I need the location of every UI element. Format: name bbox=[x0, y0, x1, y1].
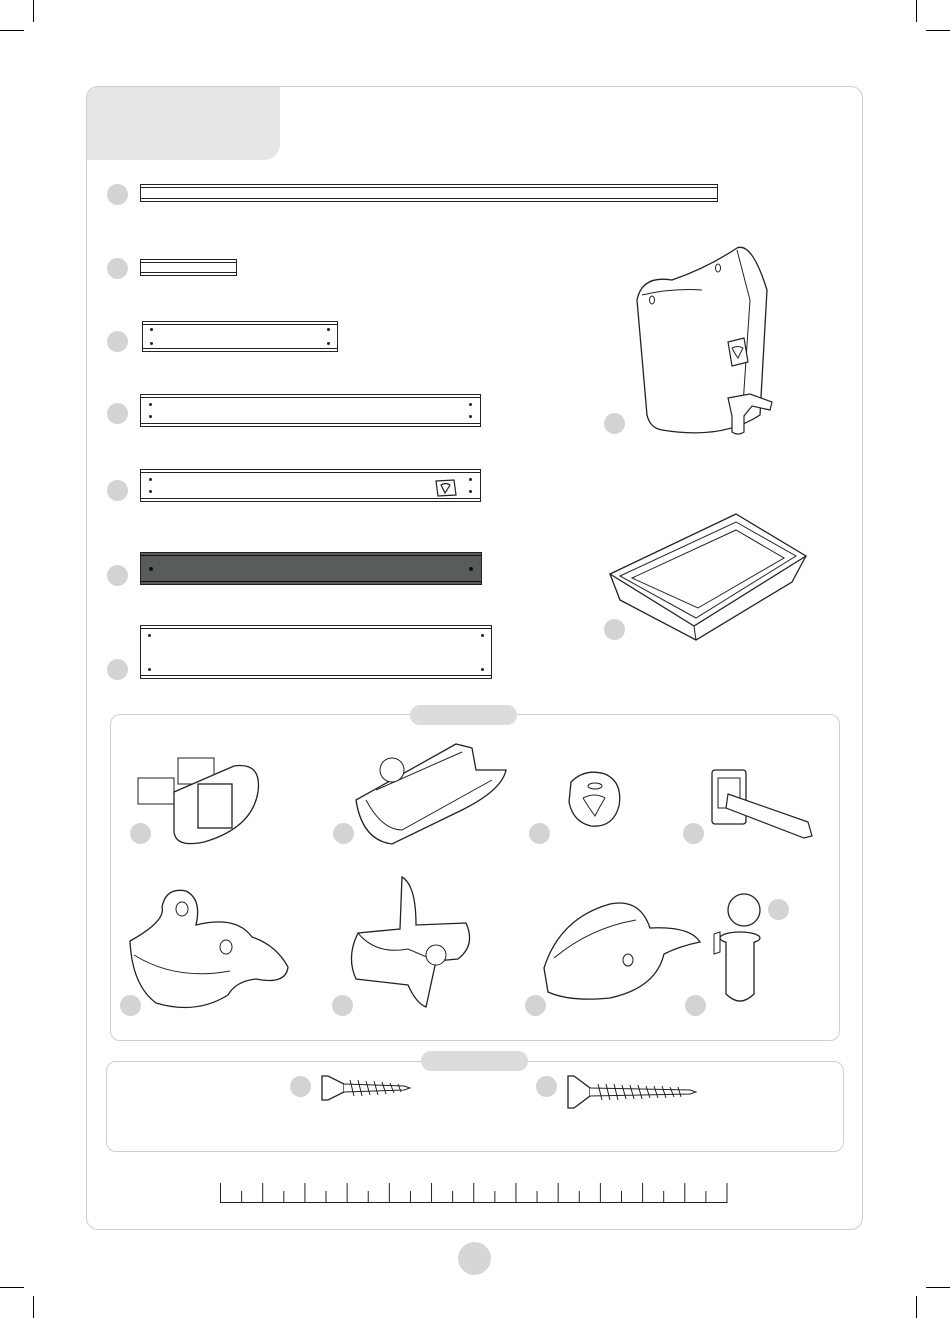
double-connector-bracket-icon bbox=[134, 752, 264, 852]
part-label-dot bbox=[290, 1076, 311, 1097]
part-label-dot bbox=[107, 331, 128, 352]
wall-bracket-rod-icon bbox=[708, 764, 818, 849]
part-label-dot bbox=[107, 659, 128, 680]
part-label-dot bbox=[107, 565, 128, 586]
page-number-circle bbox=[458, 1242, 491, 1275]
part-label-dot bbox=[529, 823, 550, 844]
half-pipe-chute-icon bbox=[352, 740, 512, 850]
crop-mark bbox=[916, 1296, 917, 1318]
round-logo-plate-icon bbox=[565, 768, 625, 832]
board-dark bbox=[140, 552, 482, 585]
board-wide-drilled bbox=[140, 625, 492, 679]
crop-mark bbox=[0, 30, 24, 31]
part-label-dot bbox=[107, 480, 128, 501]
section-title-pill bbox=[421, 1051, 528, 1071]
part-label-dot bbox=[768, 899, 789, 920]
crop-mark bbox=[33, 1296, 34, 1318]
part-label-dot bbox=[333, 823, 354, 844]
board-short-drilled bbox=[142, 321, 338, 352]
crop-mark bbox=[916, 0, 917, 22]
hardware-section bbox=[106, 1061, 844, 1152]
part-label-dot bbox=[107, 184, 128, 205]
cross-pipe-connector-icon bbox=[346, 875, 476, 1010]
part-label-dot bbox=[107, 403, 128, 424]
board-medium-with-logo bbox=[140, 469, 481, 502]
part-label-dot bbox=[685, 995, 706, 1016]
crop-mark bbox=[0, 1287, 24, 1288]
small-climbing-grip-icon bbox=[540, 898, 702, 1002]
large-climbing-grip-icon bbox=[126, 885, 290, 1015]
part-label-dot bbox=[536, 1076, 557, 1097]
part-label-dot bbox=[604, 413, 625, 434]
short-screw-icon bbox=[320, 1074, 412, 1102]
brand-logo-icon bbox=[434, 478, 458, 498]
part-label-dot bbox=[683, 823, 704, 844]
header-tab bbox=[87, 87, 280, 160]
measurement-ruler bbox=[220, 1183, 728, 1203]
board-short-plain bbox=[140, 259, 237, 276]
ball-and-cup-holder-icon bbox=[708, 890, 768, 1010]
part-label-dot bbox=[107, 258, 128, 279]
crop-mark bbox=[926, 1287, 950, 1288]
section-title-pill bbox=[410, 705, 517, 725]
board-long bbox=[140, 184, 718, 202]
crop-mark bbox=[926, 30, 950, 31]
water-tank-with-tap-icon bbox=[632, 240, 782, 440]
board-medium-drilled bbox=[140, 394, 481, 427]
crop-mark bbox=[33, 0, 34, 22]
long-screw-icon bbox=[566, 1074, 698, 1114]
sand-tray-icon bbox=[608, 512, 808, 642]
